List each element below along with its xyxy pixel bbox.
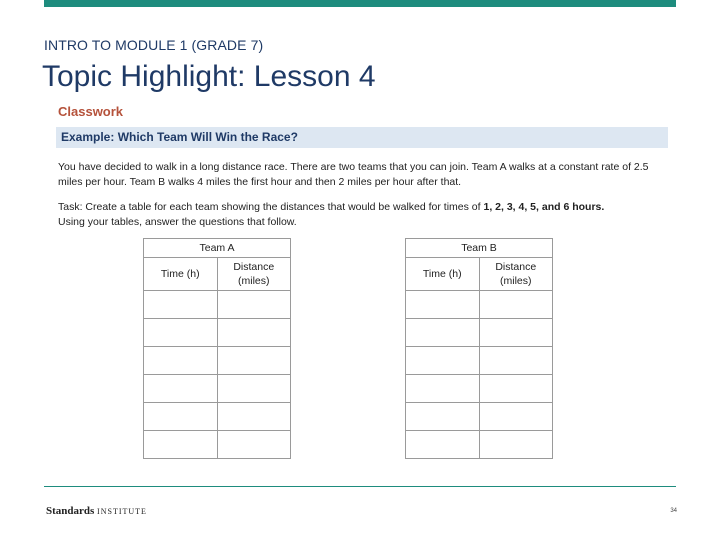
team-b-distance-header [479,258,553,291]
team-b-table [405,238,553,459]
example-title: Example: Which Team Will Win the Race? [61,130,298,144]
table-cell [144,375,218,403]
team-a-time-header: Time (h) [144,258,218,291]
table-row [406,375,553,403]
slide-title: Topic Highlight: Lesson 4 [42,60,376,93]
table-cell [479,347,553,375]
table-cell [406,375,480,403]
table-cell [217,291,291,319]
table-cell [217,375,291,403]
table-cell [144,291,218,319]
task-times: 1, 2, 3, 4, 5, and 6 hours. [483,201,605,213]
table-row [406,431,553,459]
table-cell [217,319,291,347]
team-a-table [143,238,291,459]
task-tail: Using your tables, answer the questions that follow. [58,216,297,228]
table-row [144,375,291,403]
table-cell [406,291,480,319]
table-cell [406,431,480,459]
table-row [406,319,553,347]
table-row [144,431,291,459]
team-a-distance-line2: (miles) [238,275,270,287]
module-kicker: INTRO TO MODULE 1 (GRADE 7) [44,37,264,53]
table-cell [144,431,218,459]
table-cell [406,347,480,375]
top-accent-bar [44,0,676,7]
classwork-label: Classwork [58,104,124,119]
team-a-distance-line1: Distance [233,261,275,273]
table-cell [479,291,553,319]
table-cell [479,403,553,431]
table-row [144,291,291,319]
table-cell [217,431,291,459]
team-b-distance-line1: Distance [495,261,537,273]
table-row [144,403,291,431]
table-row [406,403,553,431]
footer-divider [44,486,676,487]
table-row [144,319,291,347]
page-number: 34 [670,508,677,514]
table-cell [406,403,480,431]
table-cell [144,403,218,431]
table-cell [479,431,553,459]
task-lead: Task: Create a table for each team showing the distances that would be walked for times of [58,201,484,213]
team-b-time-header: Time (h) [406,258,480,291]
table-cell [479,319,553,347]
table-cell [144,347,218,375]
team-b-distance-line2: (miles) [500,275,532,287]
table-cell [217,403,291,431]
table-cell [406,319,480,347]
team-a-caption: Team A [144,239,291,258]
logo-main-text: Standards [46,505,95,517]
table-row [144,347,291,375]
problem-paragraph: You have decided to walk in a long distance race. There are two teams that you can join. Team A walks at a constant rate of 2.5 miles per hour. Team B walks 4 miles the first hour and then 2 miles per hour after that. [58,161,649,188]
table-row [406,347,553,375]
team-a-distance-header [217,258,291,291]
table-row [406,291,553,319]
table-cell [217,347,291,375]
standards-institute-logo [46,505,147,517]
table-cell [144,319,218,347]
example-heading-band [56,127,668,148]
task-paragraph [58,200,670,230]
table-cell [479,375,553,403]
logo-sub-text: INSTITUTE [97,507,147,516]
team-b-caption: Team B [406,239,553,258]
